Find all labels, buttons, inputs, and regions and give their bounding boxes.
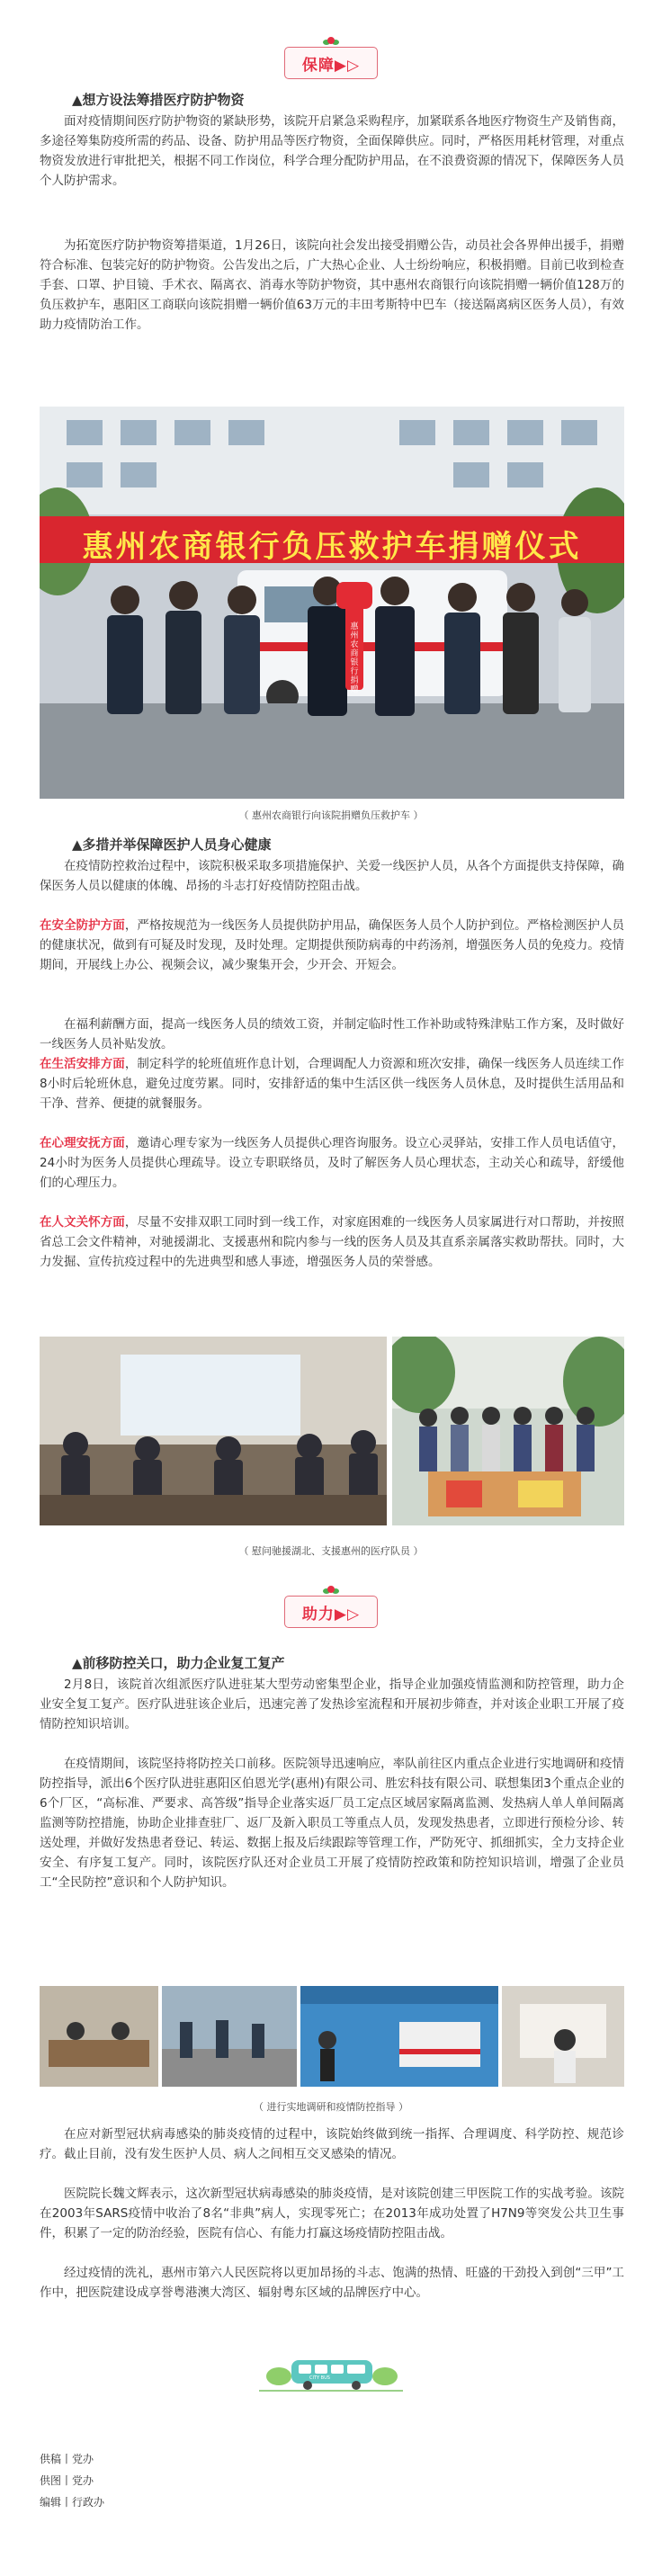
heading-protective-supplies: ▲想方设法筹措医疗防护物资 [72,92,245,108]
heading-enterprise-resumption: ▲前移防控关口，助力企业复工复产 [72,1655,285,1671]
flower-icon [322,1585,340,1596]
paragraph-humanistic-body: ，尽量不安排双职工同时到一线工作，对家庭困难的一线医务人员家属进行对口帮助，并按照省总工会文件精神，对驰援湖北、支援惠州和院内参与一线的医务人员及其直系亲属落实救助帮扶。同时，大力发掘、宣传抗疫过程中的先进典型和感人事迹，增强医务人员的荣誉感。 [40,1215,625,1269]
photo-survey-1 [40,1986,158,2087]
photo-survey-4 [502,1986,624,2087]
credits-block [40,2448,104,2513]
heading-staff-health: ▲多措并举保障医护人员身心健康 [72,836,272,853]
highlight-living: 在生活安排方面 [40,1057,125,1071]
photo-survey-2 [162,1986,297,2087]
paragraph-enterprise-2: 在疫情期间，该院坚持将防控关口前移。医院领导迅速响应，率队前往区内重点企业进行实地调研和疫情防控指导，派出6个医疗队进驻惠阳区伯恩光学(惠州)有限公司、胜宏科技有限公司、联想集团3个重点企业的6个厂区，“高标准、严要求、高答级”指导企业落实返厂员工定点区域居家隔离监测、发热病人单人单间隔离监测等防控措施，协助企业排查驻厂、返厂及新入职员工等重点人员，发现发热患者，立即进行预检分诊、转送处理，并做好发热患者登记、转运、数据上报及后续跟踪等管理工作，严防死守、抓细抓实，全力支持企业安全、有序复工复产。同时，该院医疗队还对企业员工开展了疫情防控政策和防控知识培训，增强了企业员工“全民防控”意识和个人防护知识。 [40,1757,624,1890]
paragraph-safety [40,916,624,975]
paragraph-closing: 经过疫情的洗礼，惠州市第六人民医院将以更加昂扬的斗志、饱满的热情、旺盛的干劲投入到创“三甲”工作中，把医院建设成享誉粤港澳大湾区、辐射粤东区域的品牌医疗中心。 [40,2266,624,2300]
bus-label: CITY BUS [309,2375,330,2381]
paragraph-supplies-1: 面对疫情期间医疗防护物资的紧缺形势，该院开启紧急采购程序，加紧联系各地医疗物资生产及销售商，多途径筹集防疫所需的药品、设备、防护用品等医疗物资，全面保障供应。同时，严格医用耗材管理，对重点物资发放进行审批把关，根据不同工作岗位，科学合理分配防护用品，在不浪费资源的情况下，保障医务人员个人防护需求。 [40,114,624,188]
paragraph-enterprise-1: 2月8日，该院首次组派医疗队进驻某大型劳动密集型企业，指导企业加强疫情监测和防控管理，助力企业安全复工复产。医疗队进驻该企业后，迅速完善了发热诊室流程和开展初步筛查，并对该企业职工开展了疫情防控知识培训。 [40,1677,624,1731]
paragraph-supplies-2: 为拓宽医疗防护物资筹措渠道，1月26日，该院向社会发出接受捐赠公告，动员社会各界伸出援手，捐赠符合标准、包装完好的防护物资。公告发出之后，广大热心企业、人士纷纷响应，积极捐赠。目前已收到检查手套、口罩、护目镜、手术衣、隔离衣、消毒水等防护物资，其中惠州农商银行向该院捐赠一辆价值128万的负压救护车，惠阳区工商联向该院捐赠一辆价值63万元的丰田考斯特中巴车（接送隔离病区医务人员），有效助力疫情防治工作。 [40,238,624,332]
highlight-psychological: 在心理安抚方面 [40,1136,125,1150]
caption-field-survey: （ 进行实地调研和疫情防控指导 ） [254,2101,408,2113]
badge-label: 保障▶▷ [284,47,378,79]
caption-ambulance-donation: （ 惠州农商银行向该院捐赠负压救护车 ） [238,809,424,821]
flower-icon [322,36,340,47]
highlight-safety: 在安全防护方面 [40,918,125,933]
key-prop-text: 惠州农商银行捐赠 [350,622,359,694]
credit-writer: 供稿丨党办 [40,2453,94,2465]
photo-ambulance-donation [40,407,624,799]
paragraph-safety-body: ，严格按规范为一线医务人员提供防护用品，确保医务人员个人防护到位。严格检测医护人员的健康状况，做到有可疑及时发现，及时处理。定期提供预防病毒的中药汤剂，增强医务人员的免疫力。疫情期间，开展线上办公、视频会议，减少聚集开会，少开会、开短会。 [40,918,625,972]
paragraph-unified-command: 在应对新型冠状病毒感染的肺炎疫情的过程中，该院始终做到统一指挥、合理调度、科学防控、规范诊疗。截止目前，没有发生医护人员、病人之间相互交叉感染的情况。 [40,2127,624,2161]
photo-survey-3 [300,1986,498,2087]
paragraph-living-body: ，制定科学的轮班值班作息计划，合理调配人力资源和班次安排，确保一线医务人员连续工作8小时后轮班休息，避免过度劳累。同时，安排舒适的集中生活区供一线医务人员休息，及时提供生活用品和干净、营养、便捷的就餐服务。 [40,1057,625,1111]
photo-medical-team-group [392,1337,624,1525]
section-badge-guarantee [284,36,378,81]
paragraph-psychological [40,1133,624,1193]
photo-meeting-room [40,1337,387,1525]
credit-photo: 供图丨党办 [40,2474,94,2487]
banner-ceremony-title: 惠州农商银行负压救护车捐赠仪式 [82,529,582,565]
highlight-humanistic: 在人文关怀方面 [40,1215,125,1230]
paragraph-president-remarks: 医院院长魏文辉表示，这次新型冠状病毒感染的肺炎疫情，是对该院创建三甲医院工作的实战考验。该院在2003年SARS疫情中收治了8名“非典”病人，实现零死亡；在2013年成功处置了H7N9等突发公共卫生事件，积累了一定的防治经验，医院有信心、有能力打赢这场疫情防控阻击战。 [40,2187,624,2241]
paragraph-staff-intro: 在疫情防控救治过程中，该院积极采取多项措施保护、关爱一线医护人员，从各个方面提供支持保障，确保医务人员以健康的体魄、昂扬的斗志打好疫情防控阻击战。 [40,859,624,893]
badge-label: 助力▶▷ [284,1596,378,1628]
section-badge-support [284,1585,378,1630]
paragraph-humanistic [40,1212,624,1272]
bus-decoration-icon [259,2353,403,2393]
caption-condolence-visit: （ 慰问驰援湖北、支援惠州的医疗队员 ） [238,1545,424,1557]
credit-editor: 编辑丨行政办 [40,2496,105,2509]
paragraph-living [40,1054,624,1114]
paragraph-welfare: 在福利薪酬方面，提高一线医务人员的绩效工资，并制定临时性工作补助或特殊津贴工作方案，及时做好一线医务人员补贴发放。 [40,1017,624,1051]
paragraph-psychological-body: ，邀请心理专家为一线医务人员提供心理咨询服务。设立心灵驿站，安排工作人员电话值守，24小时为医务人员提供心理疏导。设立专职联络员，及时了解医务人员心理状态，主动关心和疏导，舒缓他们的心理压力。 [40,1136,625,1190]
